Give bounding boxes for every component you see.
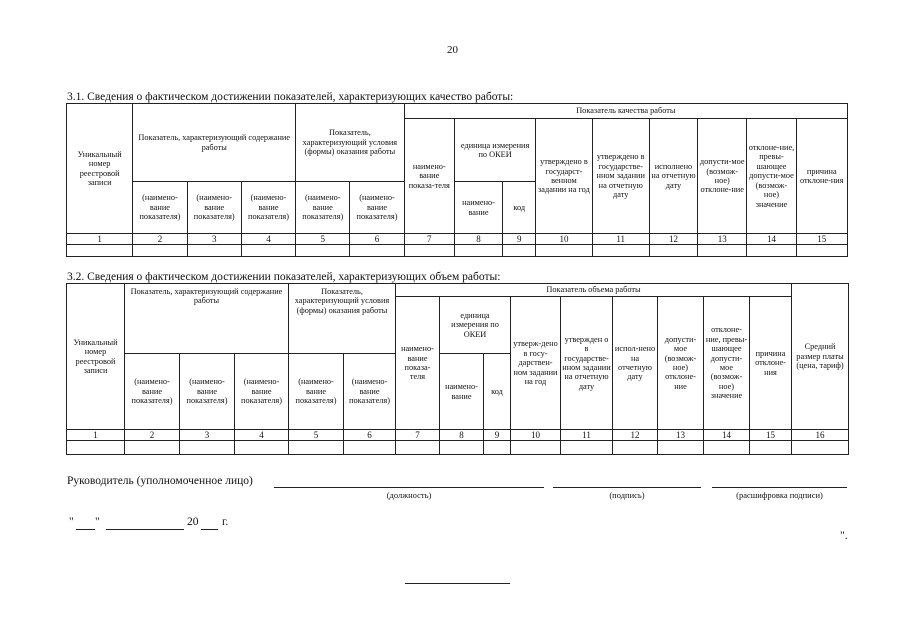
header-approved-year: утверждено в государст-венном задании на год: [536, 119, 592, 234]
date-close-quote: ": [95, 516, 100, 528]
header-unit-name: наимено-вание: [440, 354, 484, 430]
table-cell[interactable]: [658, 441, 704, 455]
table-cell[interactable]: [187, 245, 241, 257]
header-unit-code: код: [503, 182, 536, 234]
table-cell[interactable]: [536, 245, 592, 257]
subheader-indicator-name: (наимено-вание показателя): [344, 354, 396, 430]
column-number: 5: [289, 430, 344, 441]
column-number: 8: [440, 430, 484, 441]
table-cell[interactable]: [296, 245, 350, 257]
position-line[interactable]: [274, 487, 544, 488]
header-done: исполнено на отчетную дату: [649, 119, 697, 234]
table-cell[interactable]: [484, 441, 511, 455]
head-signature-label: Руководитель (уполномоченное лицо): [67, 475, 253, 487]
date-open-quote: ": [69, 516, 74, 528]
header-content-indicator: Показатель, характеризующий содержание работы: [125, 284, 289, 354]
position-caption: (должность): [386, 490, 432, 500]
column-number: 2: [133, 234, 187, 245]
table-cell[interactable]: [747, 245, 796, 257]
table-cell[interactable]: [511, 441, 561, 455]
table-row: [67, 441, 849, 455]
table-cell[interactable]: [396, 441, 440, 455]
date-year-suffix: г.: [222, 516, 229, 528]
table-cell[interactable]: [649, 245, 697, 257]
column-number: 7: [404, 234, 454, 245]
subheader-indicator-name: (наимено-вание показателя): [125, 354, 180, 430]
table-cell[interactable]: [698, 245, 747, 257]
table-cell[interactable]: [704, 441, 750, 455]
header-unit-name: наимено-вание: [454, 182, 502, 234]
column-number: 16: [792, 430, 849, 441]
header-quality-indicator: Показатель качества работы: [404, 104, 847, 119]
table-cell[interactable]: [592, 245, 649, 257]
quality-indicators-table: [66, 103, 848, 257]
column-number: 13: [658, 430, 704, 441]
column-number: 12: [613, 430, 658, 441]
header-exceeding-deviation: отклоне-ние, превы-шающее допусти-мое (возмож-ное) значение: [704, 297, 750, 430]
column-number: 11: [592, 234, 649, 245]
date-day-line[interactable]: [76, 529, 95, 530]
column-number: 1: [67, 234, 133, 245]
column-number: 11: [561, 430, 613, 441]
table-cell[interactable]: [503, 245, 536, 257]
table-cell[interactable]: [133, 245, 187, 257]
column-number: 14: [747, 234, 796, 245]
table-cell[interactable]: [235, 441, 289, 455]
column-number: 2: [125, 430, 180, 441]
subheader-indicator-name: (наимено-вание показателя): [180, 354, 235, 430]
footnote-separator: [405, 583, 510, 584]
table-cell[interactable]: [180, 441, 235, 455]
table-cell[interactable]: [350, 245, 404, 257]
column-number: 4: [241, 234, 295, 245]
column-number: 6: [350, 234, 404, 245]
date-year-line[interactable]: [201, 529, 218, 530]
column-number: 15: [796, 234, 847, 245]
date-month-line[interactable]: [106, 529, 184, 530]
table-cell[interactable]: [125, 441, 180, 455]
column-number: 14: [704, 430, 750, 441]
column-number: 12: [649, 234, 697, 245]
column-number: 9: [503, 234, 536, 245]
column-number: 3: [180, 430, 235, 441]
column-number: 4: [235, 430, 289, 441]
table-cell[interactable]: [241, 245, 295, 257]
decode-line[interactable]: [712, 487, 847, 488]
header-unit-code: код: [484, 354, 511, 430]
header-unit-okei: единица измерения по ОКЕИ: [454, 119, 535, 182]
table-cell[interactable]: [796, 245, 847, 257]
header-average-price: Средний размер платы (цена, тариф): [792, 284, 849, 430]
header-deviation-reason: причина отклоне-ния: [796, 119, 847, 234]
column-number: 7: [396, 430, 440, 441]
table-row: [67, 245, 848, 257]
column-number: 6: [344, 430, 396, 441]
column-number: 8: [454, 234, 502, 245]
column-number: 10: [511, 430, 561, 441]
subheader-indicator-name: (наимено-вание показателя): [289, 354, 344, 430]
column-number: 10: [536, 234, 592, 245]
table-cell[interactable]: [67, 245, 133, 257]
column-number: 1: [67, 430, 125, 441]
subheader-indicator-name: (наимено-вание показателя): [235, 354, 289, 430]
table-cell[interactable]: [404, 245, 454, 257]
column-number: 15: [750, 430, 792, 441]
header-allowed-deviation: допусти-мое (возмож-ное) отклоне-ние: [658, 297, 704, 430]
closing-mark: ".: [840, 530, 848, 542]
column-number: 9: [484, 430, 511, 441]
subheader-indicator-name: (наимено-вание показателя): [241, 182, 295, 234]
table-cell[interactable]: [67, 441, 125, 455]
header-deviation-reason: причина отклоне-ния: [750, 297, 792, 430]
table-cell[interactable]: [792, 441, 849, 455]
header-indicator-name: наимено-вание показа-теля: [404, 119, 454, 234]
header-done: испол-нено на отчетную дату: [613, 297, 658, 430]
subheader-indicator-name: (наимено-вание показателя): [187, 182, 241, 234]
header-allowed-deviation: допусти-мое (возмож-ное) отклоне-ние: [698, 119, 747, 234]
header-registry-number: Уникальный номер реестровой записи: [67, 104, 133, 234]
volume-indicators-table: [66, 283, 849, 455]
table-cell[interactable]: [454, 245, 502, 257]
page-number: 20: [447, 44, 458, 56]
table-cell[interactable]: [440, 441, 484, 455]
signature-caption: (подпись): [609, 490, 645, 500]
table-cell[interactable]: [561, 441, 613, 455]
header-unit-okei: единица измерения по ОКЕИ: [440, 297, 511, 354]
header-volume-indicator: Показатель объема работы: [396, 284, 792, 297]
header-approved-date: утвержден о в государстве-нном задании на отчетную дату: [561, 297, 613, 430]
column-number: 3: [187, 234, 241, 245]
section-3-2-title: 3.2. Сведения о фактическом достижении показателей, характеризующих объем работы:: [67, 271, 501, 283]
column-number: 5: [296, 234, 350, 245]
header-conditions-indicator: Показатель, характеризующий условия (формы) оказания работы: [296, 104, 405, 182]
header-indicator-name: наимено-вание показа-теля: [396, 297, 440, 430]
header-approved-date: утверждено в государстве-нном задании на отчетную дату: [592, 119, 649, 234]
subheader-indicator-name: (наимено-вание показателя): [133, 182, 187, 234]
header-conditions-indicator: Показатель, характеризующий условия (формы) оказания работы: [289, 284, 396, 354]
table-cell[interactable]: [613, 441, 658, 455]
subheader-indicator-name: (наимено-вание показателя): [350, 182, 404, 234]
table-cell[interactable]: [750, 441, 792, 455]
date-year-prefix: 20: [187, 516, 199, 528]
header-registry-number: Уникальный номер реестровой записи: [67, 284, 125, 430]
column-number: 13: [698, 234, 747, 245]
table-cell[interactable]: [289, 441, 344, 455]
subheader-indicator-name: (наимено-вание показателя): [296, 182, 350, 234]
header-content-indicator: Показатель, характеризующий содержание работы: [133, 104, 296, 182]
header-approved-year: утверж-дено в госу-дарствен-ном задании на год: [511, 297, 561, 430]
signature-line[interactable]: [553, 487, 701, 488]
header-exceeding-deviation: отклоне-ние, превы-шающее допусти-мое (возмож-ное) значение: [747, 119, 796, 234]
decode-caption: (расшифровка подписи): [736, 490, 823, 500]
section-3-1-title: 3.1. Сведения о фактическом достижении показателей, характеризующих качество работы:: [67, 91, 514, 103]
table-cell[interactable]: [344, 441, 396, 455]
